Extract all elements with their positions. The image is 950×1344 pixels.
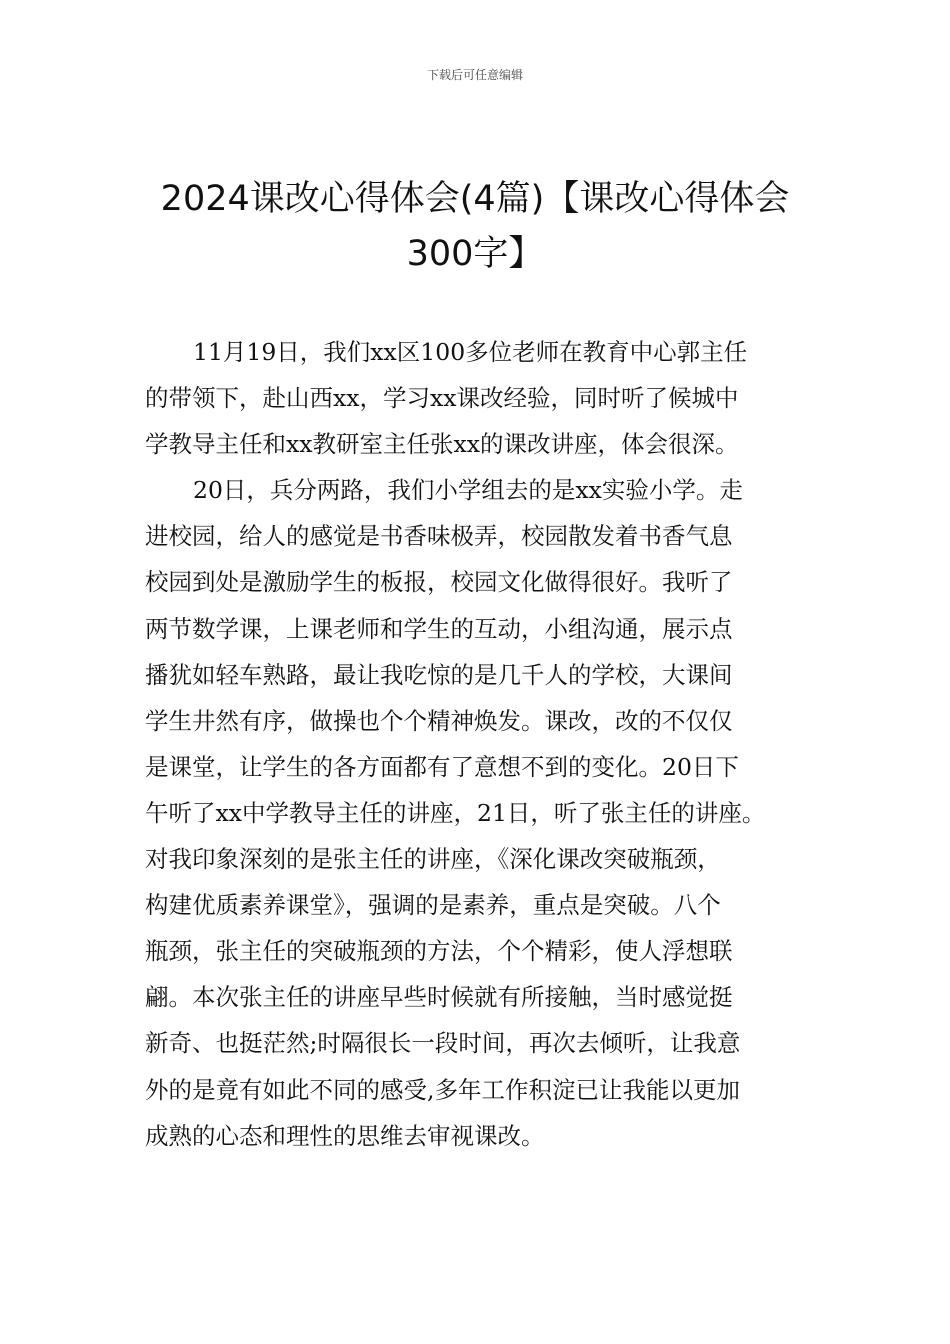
title-line: 300字】	[406, 234, 544, 274]
paragraph-line: 是课堂，让学生的各方面都有了意想不到的变化。20日下	[145, 752, 739, 781]
paragraph-line: 翩。本次张主任的讲座早些时候就有所接触，当时感觉挺	[145, 983, 733, 1012]
paragraph-line: 学教导主任和xx教研室主任张xx的课改讲座，体会很深。	[145, 430, 739, 459]
body-text	[145, 329, 825, 1159]
paragraph-line: 成熟的心态和理性的思维去审视课改。	[145, 1121, 545, 1150]
paragraph-line: 构建优质素养课堂》，强调的是素养，重点是突破。八个	[145, 891, 721, 920]
paragraph-line: 20日，兵分两路，我们小学组去的是xx实验小学。走	[193, 476, 743, 505]
paragraph-line: 播犹如轻车熟路，最让我吃惊的是几千人的学校，大课间	[145, 660, 733, 689]
paragraph-line: 对我印象深刻的是张主任的讲座，《深化课改突破瓶颈，	[145, 845, 721, 874]
paragraph-line: 午听了xx中学教导主任的讲座，21日，听了张主任的讲座。	[145, 798, 766, 827]
paragraph-line: 新奇、也挺茫然;时隔很长一段时间，再次去倾听，让我意	[145, 1029, 741, 1058]
paragraph-line: 11月19日，我们xx区100多位老师在教育中心郭主任	[193, 338, 748, 366]
title-line: 2024课改心得体会(4篇)【课改心得体会	[160, 179, 790, 219]
paragraph-line: 学生井然有序，做操也个个精神焕发。课改，改的不仅仅	[145, 706, 733, 735]
paragraph-line: 外的是竟有如此不同的感受,多年工作积淀已让我能以更加	[145, 1075, 740, 1104]
paragraph-line: 的带领下，赴山西xx，学习xx课改经验，同时听了候城中	[145, 384, 739, 413]
paragraph-line: 进校园，给人的感觉是书香味极弄，校园散发着书香气息	[145, 522, 733, 551]
paragraph-line: 两节数学课，上课老师和学生的互动，小组沟通，展示点	[145, 614, 733, 643]
paragraph-line: 瓶颈，张主任的突破瓶颈的方法，个个精彩，使人浮想联	[145, 937, 733, 966]
page-title	[145, 172, 805, 282]
header-note: 下载后可任意编辑	[426, 68, 523, 82]
paragraph-line: 校园到处是激励学生的板报，校园文化做得很好。我听了	[145, 568, 733, 597]
